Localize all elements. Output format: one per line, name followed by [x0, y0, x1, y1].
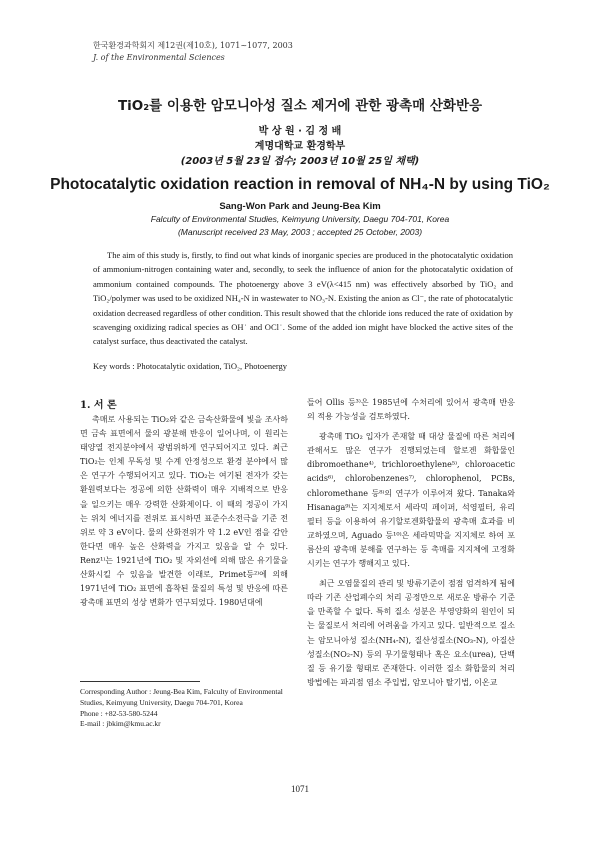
- left-column-body: [80, 413, 288, 610]
- english-affiliation: Falculty of Environmental Studies, Keimyung University, Daegu 704-701, Korea: [150, 214, 450, 224]
- keywords: Key words : Photocatalytic oxidation, TiO₂, Photoenergy: [93, 361, 288, 371]
- english-received: (Manuscript received 23 May, 2003 ; accepted 25 October, 2003): [177, 227, 423, 237]
- footnote-divider: [80, 681, 200, 682]
- intro-paragraph-3: 광촉매 TiO₂ 입자가 존재할 때 대상 물질에 따른 처리에 관해서도 많은 연구가 진행되었는데 할로겐 화합물인 dibromoethane⁴⁾, trichloroethylene⁵⁾, chloroacetic acids⁶⁾, chlorobenzenes⁷⁾, chlorophenol, PCBs, chloromethane 등⁸⁾의 연구가 이루어져 왔다. Tanaka와 Hisanaga⁹⁾는 지지체로서 세라믹 페이퍼, 석영필터, 유리필터 등을 이용하여 유기할로겐화합물의 광촉매 효과를 비교하였으며, Aguado 등¹⁰⁾은 세라믹막을 지지체로 하여 포름산의 광촉매 분해를 연구하는 등 촉매를 지지체에 고정화 시키는 연구가 행해지고 있다.: [307, 432, 515, 569]
- abstract: The aim of this study is, firstly, to find out what kinds of inorganic species are produced in the photocatalytic oxidation of ammonium-nitrogen containing water and, secondly, to seek the influence of anion for the photocatalytic oxidation of ammonium contained compounds. The photoenergy above 3 eV(λ<415 nm) was effectively absorbed by TiO₂ and TiO₂/polymer was used to be oxidized NH₄-N in wastewater to NO₃-N. Existing the anion as Cl⁻, the rate of photocatalytic oxidation decreased regardless of other condition. This result showed that the chloride ions reduced the rate of oxidation by scavenging oxidizing radical species as OH˙ and OCl˙. Some of the added ion might have blocked the active sites of the catalyst surface, thus deactivated the catalyst.: [93, 250, 513, 347]
- korean-affiliation: 계명대학교 환경학부: [254, 141, 346, 152]
- footnote-author: Corresponding Author : Jeung-Bea Kim, Falculty of Environmental Studies, Keimyung University, Daegu 704-701, Korea: [80, 687, 283, 707]
- english-author-block: [0, 200, 600, 239]
- intro-paragraph-1: 촉매로 사용되는 TiO₂와 같은 금속산화물에 빛을 조사하면 금속 표면에서 물의 광분해 반응이 일어나며, 이 원리는 태양열 전지분야에서 광범위하게 연구되어지고 있다. 최근 TiO₂는 인체 무독성 및 수계 안정성으로 환경 분야에서 많은 연구가 수행되어지고 있다. TiO₂는 여기된 전자가 갖는 환원력보다는 정공에 의한 산화력이 매우 지배적으로 반응을 일으키는 매우 강력한 산화제이다. 이 때의 정공이 가지는 위치 에너지를 전위로 표시하면 표준수소전극을 기준 전위로 약 3 eV이다. 물의 산화전위가 약 1.2 eV인 점을 감안한다면 매우 높은 산화력을 가지고 있음을 알 수 있다. Renz¹⁾는 1921년에 TiO₂ 및 자외선에 의해 많은 유기물을 산화시킬 수 있음을 발견한 이래로, Primet등²⁾에 의해 1971년에 TiO₂ 표면에 흡착된 물질의 특성 및 반응에 따른 광촉매 표면의 성상 변화가 연구되었다. 1980년대에: [80, 415, 288, 608]
- english-title: Photocatalytic oxidation reaction in removal of NH₄-N by using TiO₂: [50, 176, 550, 193]
- intro-paragraph-4: 최근 오염물질의 관리 및 방류기준이 점점 엄격하게 됨에 따라 기존 산업폐수의 처리 공정만으로 새로운 방류수 기준을 만족할 수 없다. 특히 질소 성분은 부영양화의 원인이 되는 물질로서 처리에 어려움을 가지고 있다. 일반적으로 질소는 암모니아성 질소(NH₄-N), 질산성질소(NO₃-N), 아질산성질소(NO₂-N) 등의 무기물형태나 혹은 요소(urea), 단백질 등 유기물 형태로 존재한다. 이러한 질소 화합물의 처리 방법에는 파괴점 염소 주입법, 암모니아 탈기법, 이온교: [307, 579, 515, 687]
- section-heading-introduction: 1. 서 론: [80, 400, 117, 411]
- korean-authors: 박 상 원 · 김 정 배: [258, 126, 342, 137]
- korean-title: TiO₂를 이용한 암모니아성 질소 제거에 관한 광촉매 산화반응: [117, 98, 483, 114]
- corresponding-author-footnote: [80, 687, 290, 730]
- intro-paragraph-2: 들어 Ollis 등³⁾은 1985년에 수처리에 있어서 광촉매 반응의 적용 가능성을 검토하였다.: [307, 398, 515, 422]
- english-authors: Sang-Won Park and Jeung-Bea Kim: [219, 201, 381, 212]
- korean-author-block: [0, 124, 600, 169]
- page-number: 1071: [291, 784, 309, 794]
- korean-received: (2003년 5월 23일 접수; 2003년 10월 25일 채택): [180, 156, 420, 167]
- journal-header: [93, 40, 293, 64]
- footnote-phone: Phone : +82-53-580-5244: [80, 708, 158, 718]
- footnote-email: E-mail : jbkim@kmu.ac.kr: [80, 719, 161, 729]
- journal-name-korean: 한국환경과학회지 제12권(제10호), 1071~1077, 2003: [93, 41, 293, 50]
- right-column-body: [307, 396, 515, 690]
- journal-name-english: J. of the Environmental Sciences: [93, 53, 225, 62]
